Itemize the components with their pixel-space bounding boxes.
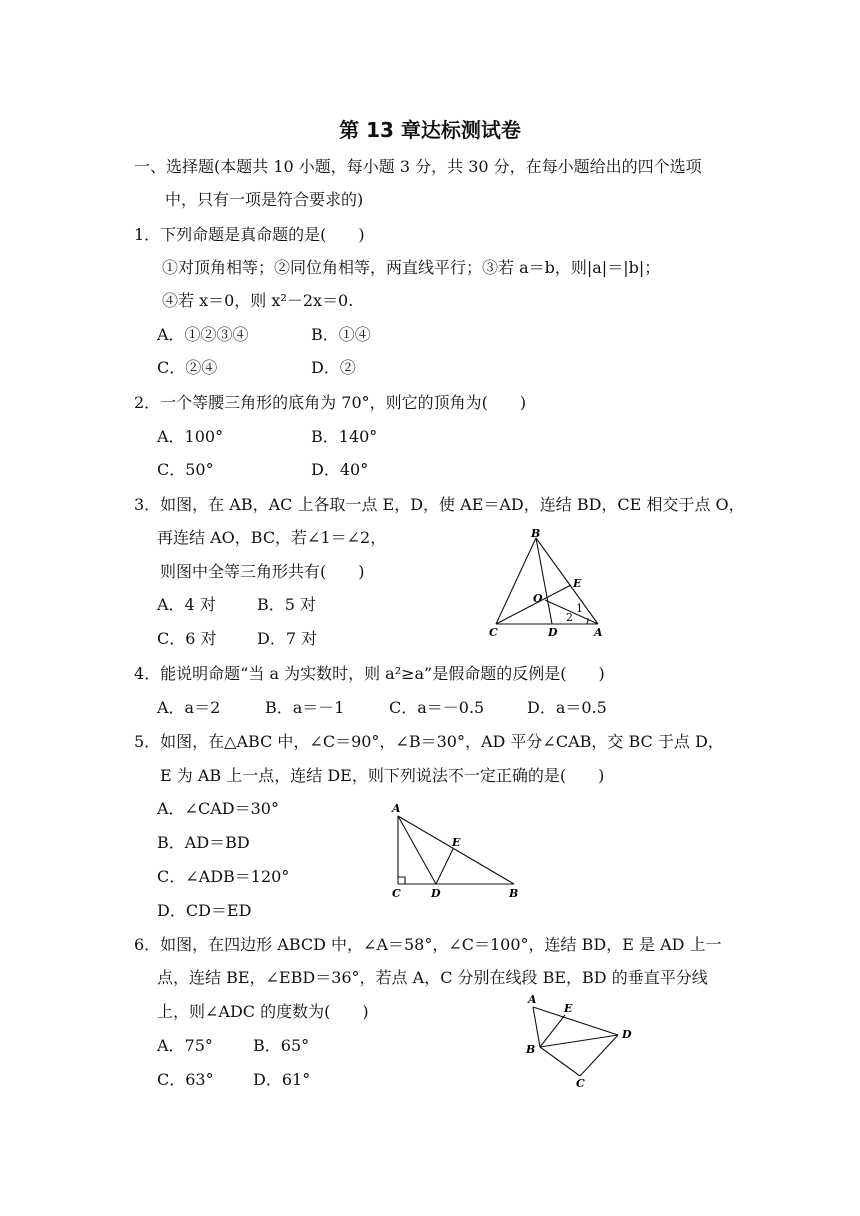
q6-stem-line3: 上，则∠ADC 的度数为( ) xyxy=(157,1002,369,1021)
q5-seg-ad xyxy=(398,816,436,884)
q5-option-b[interactable]: B．AD＝BD xyxy=(157,833,250,852)
q3-label-e: E xyxy=(573,577,582,590)
q6-seg-cd xyxy=(580,1035,618,1076)
q6-label-e: E xyxy=(564,1002,573,1015)
q5-figure xyxy=(384,800,524,905)
q5-stem-line2: E 为 AB 上一点，连结 DE，则下列说法不一定正确的是( ) xyxy=(160,766,605,785)
q5-label-d: D xyxy=(431,887,441,900)
q6-seg-ab xyxy=(533,1007,540,1047)
q4-option-a[interactable]: A．a＝2 xyxy=(157,698,221,717)
page-title: 第 13 章达标测试卷 xyxy=(339,118,521,142)
q1-option-a[interactable]: A．①②③④ xyxy=(157,325,249,344)
q6-label-a: A xyxy=(528,993,537,1006)
q5-label-c: C xyxy=(392,887,401,900)
q6-option-b[interactable]: B．65° xyxy=(253,1036,310,1055)
q6-option-d[interactable]: D．61° xyxy=(253,1070,311,1089)
q3-label-d: D xyxy=(548,626,558,639)
q5-option-c[interactable]: C．∠ADB＝120° xyxy=(157,867,290,886)
q6-stem-line1: 6．如图，在四边形 ABCD 中，∠A＝58°，∠C＝100°，连结 BD，E 是 AD 上一 xyxy=(134,935,722,954)
q3-seg-bd xyxy=(536,538,552,624)
q4-option-b[interactable]: B．a＝－1 xyxy=(265,698,345,717)
q1-stem: 1．下列命题是真命题的是( ) xyxy=(134,225,365,244)
q6-seg-bc xyxy=(540,1047,580,1076)
q1-option-c[interactable]: C．②④ xyxy=(157,358,218,377)
q6-label-b: B xyxy=(526,1043,536,1056)
q5-label-a: A xyxy=(392,802,401,815)
q4-stem: 4．能说明命题“当 a 为实数时，则 a²≥a”是假命题的反例是( ) xyxy=(134,664,605,683)
q3-option-b[interactable]: B．5 对 xyxy=(257,595,317,614)
q6-seg-be xyxy=(540,1015,565,1047)
q6-seg-ad xyxy=(533,1007,618,1035)
q3-label-o: O xyxy=(533,592,543,605)
q6-figure xyxy=(520,992,640,1092)
q2-stem: 2．一个等腰三角形的底角为 70°，则它的顶角为( ) xyxy=(134,393,527,412)
q5-option-d[interactable]: D．CD＝ED xyxy=(157,901,252,920)
q5-seg-ab xyxy=(398,816,514,884)
q3-stem-line2: 再连结 AO，BC，若∠1＝∠2， xyxy=(157,528,387,547)
q5-label-e: E xyxy=(452,836,461,849)
q6-stem-line2: 点，连结 BE，∠EBD＝36°，若点 A，C 分别在线段 BE，BD 的垂直平分线 xyxy=(157,968,708,987)
q5-stem-line1: 5．如图，在△ABC 中，∠C＝90°，∠B＝30°，AD 平分∠CAB，交 BC 于点 D， xyxy=(134,732,724,751)
q4-option-d[interactable]: D．a＝0.5 xyxy=(527,698,607,717)
q2-option-a[interactable]: A．100° xyxy=(157,427,224,446)
section-instruction-line2: 中，只有一项是符合要求的) xyxy=(165,190,364,209)
q3-label-b: B xyxy=(531,527,541,540)
q5-label-b: B xyxy=(509,887,519,900)
q2-option-d[interactable]: D．40° xyxy=(311,460,369,479)
q1-statements-line1: ①对顶角相等；②同位角相等，两直线平行；③若 a＝b，则|a|＝|b|； xyxy=(162,258,661,277)
q6-label-c: C xyxy=(576,1077,585,1090)
q3-figure xyxy=(486,528,616,643)
q1-option-b[interactable]: B．①④ xyxy=(311,325,371,344)
q3-option-d[interactable]: D．7 对 xyxy=(257,629,318,648)
q6-seg-bd xyxy=(540,1035,618,1047)
q3-option-c[interactable]: C．6 对 xyxy=(157,629,217,648)
q2-option-b[interactable]: B．140° xyxy=(311,427,378,446)
q2-option-c[interactable]: C．50° xyxy=(157,460,214,479)
q6-option-a[interactable]: A．75° xyxy=(157,1036,213,1055)
q3-label-c: C xyxy=(489,626,498,639)
q4-option-c[interactable]: C．a＝－0.5 xyxy=(389,698,485,717)
q3-stem-line3: 则图中全等三角形共有( ) xyxy=(160,562,365,581)
q3-seg-bc xyxy=(496,538,536,624)
q5-seg-de xyxy=(436,849,453,884)
q6-label-d: D xyxy=(622,1028,632,1041)
q5-right-angle-mark xyxy=(398,877,405,884)
q3-stem-line1: 3．如图，在 AB，AC 上各取一点 E，D，使 AE＝AD，连结 BD，CE 相交于点 O， xyxy=(134,495,745,514)
q6-option-c[interactable]: C．63° xyxy=(157,1070,214,1089)
q1-statements-line2: ④若 x＝0，则 x²－2x＝0. xyxy=(162,291,354,310)
q3-option-a[interactable]: A．4 对 xyxy=(157,595,216,614)
q3-label-2: 2 xyxy=(566,611,573,624)
q3-label-a: A xyxy=(594,626,603,639)
q1-option-d[interactable]: D．② xyxy=(311,358,356,377)
q3-label-1: 1 xyxy=(576,602,583,615)
section-instruction-line1: 一、选择题(本题共 10 小题，每小题 3 分，共 30 分，在每小题给出的四个选项 xyxy=(134,157,702,176)
q5-option-a[interactable]: A．∠CAD＝30° xyxy=(157,799,279,818)
